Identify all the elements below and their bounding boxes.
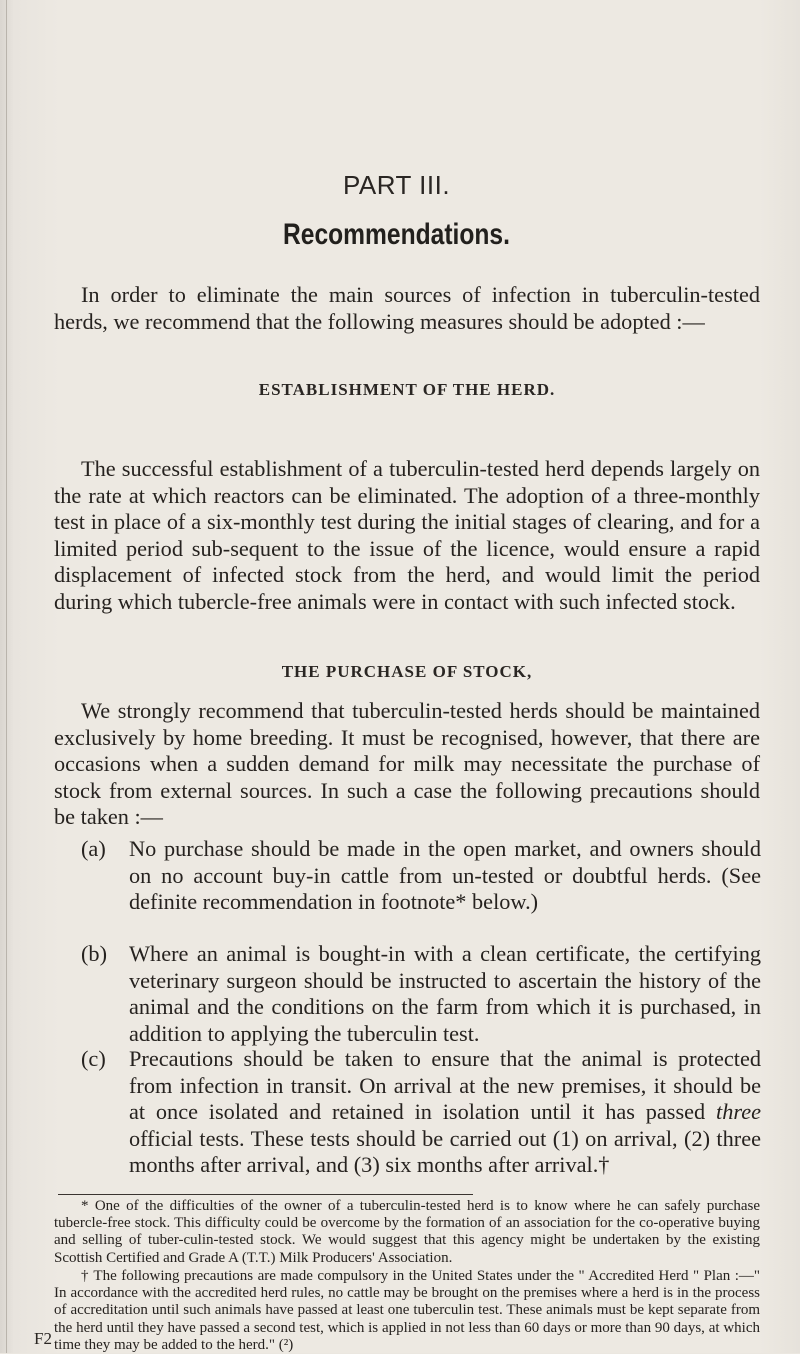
list-item-a bbox=[81, 836, 761, 916]
list-item-c bbox=[81, 1046, 761, 1179]
list-item-text: Where an animal is bought-in with a clean certificate, the certifying veterinary surgeon should be instructed to ascertain the history of the animal and the conditions on the farm from which it is purchased, in addition to applying the tuberculin test. bbox=[129, 941, 761, 1046]
list-item-text: No purchase should be made in the open market, and owners should on no account buy-in cattle from un-tested or doubtful herds. (See definite recommendation in footnote* below.) bbox=[129, 836, 761, 914]
list-item-text-part: official tests. These tests should be carried out (1) on arrival, (2) three months after arrival, and (3) six months after arrival.† bbox=[129, 1125, 761, 1177]
intro-paragraph: In order to eliminate the main sources of infection in tuberculin-tested herds, we recommend that the following measures should be adopted :— bbox=[54, 282, 760, 334]
list-marker: (b) bbox=[81, 941, 107, 966]
page-title: Recommendations. bbox=[283, 218, 510, 251]
section-heading-purchase: THE PURCHASE OF STOCK, bbox=[281, 662, 533, 681]
footnote-dagger: † The following precautions are made compulsory in the United States under the " Accredited Herd " Plan :—" In accordance with the accredited herd rules, no cattle may be brought on the premises where a herd is in the process of accreditation until such animals have passed at least one tuberculin test. These animals must be kept separate from the herd until they have passed a second test, which is applied in not less than 60 days or more than 90 days, at which time they may be added to the herd." (²) bbox=[54, 1268, 760, 1353]
folio-signature: F2 bbox=[34, 1329, 52, 1348]
list-item-text bbox=[129, 1046, 761, 1179]
footnote-asterisk: * One of the difficulties of the owner of a tuberculin-tested herd is to know where he can safely purchase tubercle-free stock. This difficulty could be overcome by the formation of an association for the co-operative buying and selling of tuber-culin-tested stock. We would suggest that this agency might be undertaken by the existing Scottish Certified and Grade A (T.T.) Milk Producers' Association. bbox=[54, 1198, 760, 1266]
purchase-paragraph: We strongly recommend that tuberculin-tested herds should be maintained exclusively by home breeding. It must be recognised, however, that there are occasions when a sudden demand for milk may necessitate the purchase of stock from external sources. In such a case the following precautions should be taken :— bbox=[54, 698, 760, 829]
establishment-paragraph: The successful establishment of a tuberculin-tested herd depends largely on the rate at which reactors can be eliminated. The adoption of a three-monthly test in place of a six-monthly test during the initial stages of clearing, and for a limited period sub-sequent to the issue of the licence, would ensure a rapid displacement of infected stock from the herd, and would limit the period during which tubercle-free animals were in contact with such infected stock. bbox=[54, 456, 760, 614]
list-item-b bbox=[81, 941, 761, 1047]
footnote-rule bbox=[58, 1194, 473, 1195]
part-heading: PART III. bbox=[342, 170, 451, 200]
emphasis-three: three bbox=[716, 1099, 761, 1124]
list-marker: (a) bbox=[81, 836, 106, 861]
section-heading-establishment: ESTABLISHMENT OF THE HERD. bbox=[258, 380, 556, 399]
list-item-text-part: Precautions should be taken to ensure that the animal is protected from infection in transit. On arrival at the new premises, it should be at once isolated and retained in isolation until it has passed bbox=[129, 1046, 761, 1124]
page-edge-line bbox=[6, 0, 7, 1353]
list-marker: (c) bbox=[81, 1046, 106, 1071]
